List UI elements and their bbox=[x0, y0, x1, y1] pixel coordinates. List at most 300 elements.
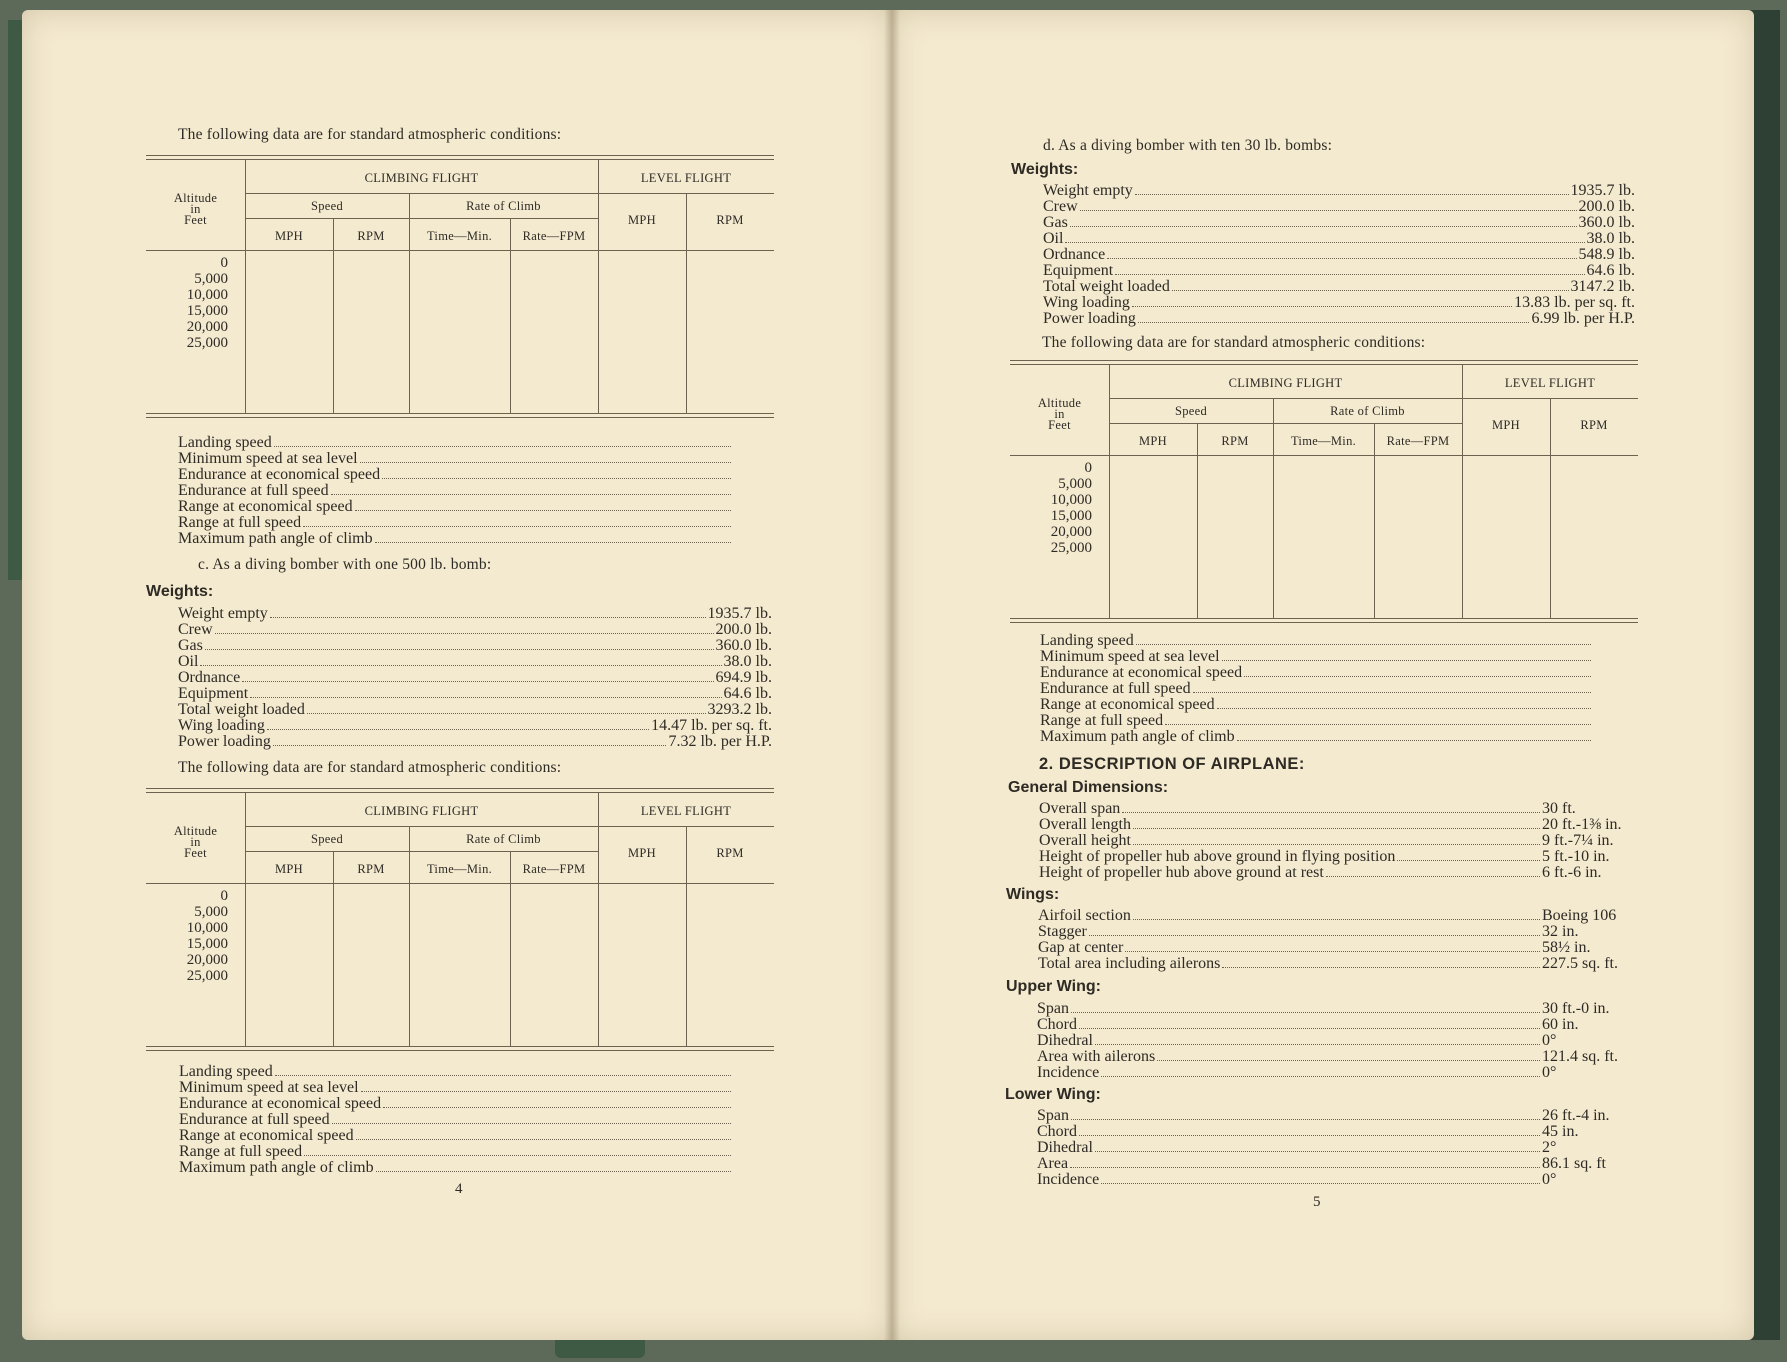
time-min-header: Time—Min. bbox=[426, 862, 493, 876]
dot-leader bbox=[1070, 215, 1577, 227]
list-item bbox=[178, 718, 772, 734]
item-label: Range at full speed bbox=[179, 1143, 303, 1160]
list-item bbox=[1040, 649, 1593, 665]
item-value: Boeing 106 bbox=[1542, 907, 1617, 924]
item-label: Crew bbox=[178, 621, 213, 638]
dot-leader bbox=[1222, 649, 1591, 661]
rpm-header: RPM bbox=[1221, 434, 1249, 448]
table-column-rule bbox=[245, 792, 246, 1046]
list-item bbox=[1043, 183, 1635, 199]
item-label: Minimum speed at sea level bbox=[1040, 648, 1220, 665]
dot-leader bbox=[307, 702, 706, 714]
item-label: Endurance at economical speed bbox=[179, 1095, 382, 1112]
list-item bbox=[1037, 1108, 1632, 1124]
item-label: Range at economical speed bbox=[179, 1127, 354, 1144]
list-item bbox=[1040, 633, 1593, 649]
dot-leader bbox=[242, 670, 713, 682]
wings-heading: Wings: bbox=[1006, 886, 1060, 903]
list-item bbox=[179, 1144, 733, 1160]
table-rule bbox=[146, 792, 774, 793]
item-label: Overall span bbox=[1039, 800, 1121, 817]
list-item bbox=[1043, 199, 1635, 215]
item-value: 1935.7 lb. bbox=[1570, 182, 1635, 199]
list-item bbox=[179, 1160, 733, 1176]
item-value: 9 ft.-7¼ in. bbox=[1542, 832, 1614, 849]
list-item bbox=[1040, 697, 1593, 713]
item-label: Weight empty bbox=[1043, 182, 1133, 199]
rate-fpm-header: Rate—FPM bbox=[1386, 434, 1450, 448]
time-min-header: Time—Min. bbox=[426, 229, 493, 243]
dot-leader bbox=[1095, 1033, 1540, 1045]
table-rule bbox=[1010, 360, 1638, 361]
level-flight-header: LEVEL FLIGHT bbox=[640, 171, 732, 185]
dot-leader bbox=[383, 1096, 731, 1108]
table-column-rule bbox=[1109, 364, 1110, 618]
list-item bbox=[178, 531, 733, 547]
dot-leader bbox=[1079, 1017, 1540, 1029]
standard-conditions-caption-1: The following data are for standard atmospheric conditions: bbox=[178, 126, 562, 143]
level-mph-header: MPH bbox=[628, 213, 656, 227]
level-mph-header: MPH bbox=[1492, 418, 1520, 432]
item-label: Maximum path angle of climb bbox=[178, 530, 373, 547]
mph-header: MPH bbox=[275, 229, 303, 243]
weights-heading-c: Weights: bbox=[146, 583, 214, 600]
item-value: 45 in. bbox=[1542, 1123, 1579, 1140]
altitude-header-line: Feet bbox=[184, 846, 207, 860]
item-label: Height of propeller hub above ground in flying position bbox=[1039, 848, 1396, 865]
item-value: 64.6 lb. bbox=[1586, 262, 1635, 279]
list-item bbox=[1043, 247, 1635, 263]
list-item bbox=[178, 638, 772, 654]
altitude-value: 15,000 bbox=[186, 936, 228, 952]
altitude-value: 5,000 bbox=[194, 904, 228, 920]
list-item bbox=[1037, 1017, 1632, 1033]
item-label: Endurance at economical speed bbox=[178, 466, 381, 483]
dot-leader bbox=[1133, 833, 1540, 845]
item-label: Wing loading bbox=[178, 717, 265, 734]
speed-rule bbox=[245, 851, 409, 852]
item-value: 200.0 lb. bbox=[1578, 198, 1635, 215]
standard-conditions-caption-2: The following data are for standard atmospheric conditions: bbox=[178, 759, 562, 776]
climbing-flight-header: CLIMBING FLIGHT bbox=[364, 171, 479, 185]
dot-leader bbox=[1125, 940, 1540, 952]
dot-leader bbox=[1079, 1124, 1540, 1136]
list-item bbox=[179, 1128, 733, 1144]
dot-leader bbox=[355, 499, 731, 511]
altitude-header-line: Feet bbox=[184, 213, 207, 227]
dot-leader bbox=[1244, 665, 1591, 677]
list-item bbox=[178, 670, 772, 686]
dot-leader bbox=[273, 734, 667, 746]
item-value: 64.6 lb. bbox=[723, 685, 772, 702]
page-number-right: 5 bbox=[1313, 1194, 1321, 1210]
altitude-value: 10,000 bbox=[186, 287, 228, 303]
altitude-value: 5,000 bbox=[194, 271, 228, 287]
dot-leader bbox=[1172, 279, 1569, 291]
item-value: 86.1 sq. ft bbox=[1542, 1155, 1606, 1172]
climbing-flight-header: CLIMBING FLIGHT bbox=[1228, 376, 1343, 390]
item-value: 13.83 lb. per sq. ft. bbox=[1514, 294, 1635, 311]
table-column-rule bbox=[1197, 423, 1198, 618]
dot-leader bbox=[1165, 713, 1591, 725]
item-value: 38.0 lb. bbox=[1586, 230, 1635, 247]
dot-leader bbox=[1122, 801, 1540, 813]
item-label: Span bbox=[1037, 1107, 1069, 1124]
item-label: Total weight loaded bbox=[1043, 278, 1170, 295]
item-label: Total weight loaded bbox=[178, 701, 305, 718]
list-item bbox=[1038, 956, 1632, 972]
altitude-value: 25,000 bbox=[186, 335, 228, 351]
dot-leader bbox=[1237, 729, 1591, 741]
performance-table-3 bbox=[1010, 360, 1638, 622]
item-label: Landing speed bbox=[178, 434, 272, 451]
level-flight-header: LEVEL FLIGHT bbox=[1504, 376, 1596, 390]
item-label: Range at economical speed bbox=[178, 498, 353, 515]
lower-wing-heading: Lower Wing: bbox=[1005, 1086, 1101, 1103]
altitude-header-line: Feet bbox=[1048, 418, 1071, 432]
dot-leader bbox=[1071, 1001, 1540, 1013]
dot-leader bbox=[1071, 1108, 1540, 1120]
dot-leader bbox=[376, 1160, 731, 1172]
item-label: Chord bbox=[1037, 1123, 1077, 1140]
item-value: 20 ft.-1⅜ in. bbox=[1542, 816, 1622, 833]
standard-conditions-caption-3: The following data are for standard atmospheric conditions: bbox=[1042, 334, 1426, 351]
item-label: Gas bbox=[178, 637, 203, 654]
list-item bbox=[178, 622, 772, 638]
list-item bbox=[1037, 1156, 1632, 1172]
item-label: Incidence bbox=[1037, 1171, 1100, 1188]
item-value: 7.32 lb. per H.P. bbox=[668, 733, 772, 750]
dot-leader bbox=[1089, 924, 1540, 936]
dot-leader bbox=[1133, 817, 1540, 829]
dot-leader bbox=[275, 1064, 731, 1076]
level-mph-header: MPH bbox=[628, 846, 656, 860]
speed-header: Speed bbox=[1174, 404, 1208, 418]
list-item bbox=[179, 1112, 733, 1128]
item-label: Endurance at full speed bbox=[178, 482, 329, 499]
item-value: 6.99 lb. per H.P. bbox=[1531, 310, 1635, 327]
table-rule bbox=[146, 413, 774, 414]
item-value: 14.47 lb. per sq. ft. bbox=[651, 717, 772, 734]
item-label: Power loading bbox=[178, 733, 271, 750]
altitude-header-line: Altitude bbox=[1037, 396, 1082, 410]
level-rpm-header: RPM bbox=[716, 846, 744, 860]
item-label: Total area including ailerons bbox=[1038, 955, 1221, 972]
table-column-rule bbox=[409, 826, 410, 1046]
dot-leader bbox=[1326, 865, 1540, 877]
dot-leader bbox=[1135, 183, 1569, 195]
item-label: Overall height bbox=[1039, 832, 1131, 849]
item-label: Range at economical speed bbox=[1040, 696, 1215, 713]
altitude-value: 25,000 bbox=[1050, 540, 1092, 556]
dot-leader bbox=[270, 606, 706, 618]
table-column-rule bbox=[245, 159, 246, 413]
list-item bbox=[1037, 1140, 1632, 1156]
list-item bbox=[178, 467, 733, 483]
item-value: 32 in. bbox=[1542, 923, 1579, 940]
altitude-value: 10,000 bbox=[1050, 492, 1092, 508]
list-item bbox=[1038, 940, 1632, 956]
dot-leader bbox=[331, 483, 731, 495]
altitude-header-line: Altitude bbox=[173, 824, 218, 838]
section-d-title: d. As a diving bomber with ten 30 lb. bombs: bbox=[1043, 137, 1333, 154]
climb-rate-rule bbox=[409, 218, 598, 219]
list-item bbox=[1038, 924, 1632, 940]
speed-header: Speed bbox=[310, 199, 344, 213]
item-label: Stagger bbox=[1038, 923, 1087, 940]
list-item bbox=[178, 734, 772, 750]
rate-of-climb-header: Rate of Climb bbox=[466, 832, 541, 846]
performance-table-2 bbox=[146, 788, 774, 1050]
dot-leader bbox=[1132, 295, 1512, 307]
table-column-rule bbox=[510, 851, 511, 1046]
dot-leader bbox=[1065, 231, 1584, 243]
dot-leader bbox=[356, 1128, 731, 1140]
list-item bbox=[1039, 801, 1632, 817]
item-label: Height of propeller hub above ground at rest bbox=[1039, 864, 1324, 881]
item-label: Endurance at economical speed bbox=[1040, 664, 1243, 681]
dot-leader bbox=[1101, 1172, 1540, 1184]
list-item bbox=[1043, 295, 1635, 311]
table-rule bbox=[146, 1050, 774, 1051]
climbing-rule bbox=[245, 193, 598, 194]
rate-fpm-header: Rate—FPM bbox=[522, 862, 586, 876]
page-number-left: 4 bbox=[455, 1181, 463, 1197]
list-item bbox=[1043, 215, 1635, 231]
table-rule bbox=[1010, 618, 1638, 619]
list-item bbox=[1043, 279, 1635, 295]
speed-rule bbox=[1109, 423, 1273, 424]
dot-leader bbox=[1107, 247, 1576, 259]
item-label: Wing loading bbox=[1043, 294, 1130, 311]
table-rule bbox=[146, 788, 774, 789]
dot-leader bbox=[1095, 1140, 1540, 1152]
item-value: 30 ft.-0 in. bbox=[1542, 1000, 1610, 1017]
dot-leader bbox=[1217, 697, 1591, 709]
list-item bbox=[1038, 908, 1632, 924]
item-label: Gas bbox=[1043, 214, 1068, 231]
altitude-value: 20,000 bbox=[186, 319, 228, 335]
table-column-rule bbox=[409, 193, 410, 413]
dot-leader bbox=[1138, 311, 1530, 323]
item-label: Equipment bbox=[1043, 262, 1114, 279]
list-item bbox=[179, 1064, 733, 1080]
dot-leader bbox=[1193, 681, 1591, 693]
altitude-value: 0 bbox=[1084, 460, 1092, 476]
list-item bbox=[178, 702, 772, 718]
table-column-rule bbox=[333, 218, 334, 413]
table-rule bbox=[146, 155, 774, 156]
level-rpm-header: RPM bbox=[716, 213, 744, 227]
dot-leader bbox=[1115, 263, 1584, 275]
header-rule bbox=[146, 883, 774, 884]
level-flight-header: LEVEL FLIGHT bbox=[640, 804, 732, 818]
list-item bbox=[178, 686, 772, 702]
item-value: 6 ft.-6 in. bbox=[1542, 864, 1602, 881]
item-label: Maximum path angle of climb bbox=[1040, 728, 1235, 745]
item-value: 360.0 lb. bbox=[715, 637, 772, 654]
item-label: Minimum speed at sea level bbox=[178, 450, 358, 467]
altitude-header-line: in bbox=[190, 202, 201, 216]
climbing-flight-header: CLIMBING FLIGHT bbox=[364, 804, 479, 818]
dot-leader bbox=[200, 654, 721, 666]
item-value: 2° bbox=[1542, 1139, 1557, 1156]
item-value: 5 ft.-10 in. bbox=[1542, 848, 1610, 865]
mph-header: MPH bbox=[275, 862, 303, 876]
list-item bbox=[178, 483, 733, 499]
altitude-value: 20,000 bbox=[1050, 524, 1092, 540]
list-item bbox=[1037, 1049, 1632, 1065]
item-value: 694.9 lb. bbox=[715, 669, 772, 686]
item-value: 200.0 lb. bbox=[715, 621, 772, 638]
list-item bbox=[1037, 1172, 1632, 1188]
list-item bbox=[179, 1080, 733, 1096]
altitude-value: 5,000 bbox=[1058, 476, 1092, 492]
list-item bbox=[178, 499, 733, 515]
climbing-rule bbox=[1109, 398, 1462, 399]
item-label: Chord bbox=[1037, 1016, 1077, 1033]
list-item bbox=[1040, 713, 1593, 729]
level-rpm-header: RPM bbox=[1580, 418, 1608, 432]
item-label: Endurance at full speed bbox=[1040, 680, 1191, 697]
item-label: Dihedral bbox=[1037, 1032, 1093, 1049]
item-label: Minimum speed at sea level bbox=[179, 1079, 359, 1096]
dot-leader bbox=[1101, 1065, 1540, 1077]
table-rule bbox=[1010, 364, 1638, 365]
dot-leader bbox=[375, 531, 731, 543]
list-item bbox=[1037, 1001, 1632, 1017]
list-item bbox=[178, 515, 733, 531]
item-label: Dihedral bbox=[1037, 1139, 1093, 1156]
table-rule bbox=[146, 1046, 774, 1047]
upper-wing-heading: Upper Wing: bbox=[1006, 978, 1101, 995]
item-value: 1935.7 lb. bbox=[707, 605, 772, 622]
weights-heading-d: Weights: bbox=[1011, 161, 1079, 178]
item-label: Weight empty bbox=[178, 605, 268, 622]
table-rule bbox=[1010, 622, 1638, 623]
item-label: Endurance at full speed bbox=[179, 1111, 330, 1128]
altitude-header-line: in bbox=[190, 835, 201, 849]
item-label: Landing speed bbox=[1040, 632, 1134, 649]
item-label: Incidence bbox=[1037, 1064, 1100, 1081]
list-item bbox=[1040, 665, 1593, 681]
list-item bbox=[1039, 849, 1632, 865]
altitude-value: 15,000 bbox=[186, 303, 228, 319]
table-column-rule bbox=[598, 792, 599, 1046]
item-value: 0° bbox=[1542, 1064, 1557, 1081]
item-value: 30 ft. bbox=[1542, 800, 1576, 817]
dot-leader bbox=[1133, 908, 1540, 920]
item-value: 58½ in. bbox=[1542, 939, 1591, 956]
dot-leader bbox=[360, 451, 731, 463]
dot-leader bbox=[1080, 199, 1577, 211]
item-label: Area with ailerons bbox=[1037, 1048, 1156, 1065]
dot-leader bbox=[1157, 1049, 1540, 1061]
list-item bbox=[1037, 1033, 1632, 1049]
rate-of-climb-header: Rate of Climb bbox=[466, 199, 541, 213]
list-item bbox=[178, 451, 733, 467]
header-rule bbox=[1010, 455, 1638, 456]
list-item bbox=[1040, 729, 1593, 745]
list-item bbox=[1039, 817, 1632, 833]
item-value: 26 ft.-4 in. bbox=[1542, 1107, 1610, 1124]
dot-leader bbox=[304, 1144, 731, 1156]
item-label: Area bbox=[1037, 1155, 1069, 1172]
altitude-value: 15,000 bbox=[1050, 508, 1092, 524]
dot-leader bbox=[274, 435, 731, 447]
list-item bbox=[179, 1096, 733, 1112]
item-label: Airfoil section bbox=[1038, 907, 1131, 924]
table-column-rule bbox=[598, 159, 599, 413]
climbing-rule bbox=[245, 826, 598, 827]
header-rule bbox=[146, 250, 774, 251]
speed-rule bbox=[245, 218, 409, 219]
rate-fpm-header: Rate—FPM bbox=[522, 229, 586, 243]
item-value: 548.9 lb. bbox=[1578, 246, 1635, 263]
list-item bbox=[178, 606, 772, 622]
list-item bbox=[1043, 231, 1635, 247]
table-rule bbox=[146, 159, 774, 160]
item-value: 227.5 sq. ft. bbox=[1542, 955, 1618, 972]
altitude-value: 0 bbox=[220, 888, 228, 904]
dot-leader bbox=[205, 638, 714, 650]
item-label: Range at full speed bbox=[178, 514, 302, 531]
item-label: Power loading bbox=[1043, 310, 1136, 327]
performance-table-1 bbox=[146, 155, 774, 417]
table-column-rule bbox=[510, 218, 511, 413]
altitude-value: 10,000 bbox=[186, 920, 228, 936]
speed-header: Speed bbox=[310, 832, 344, 846]
list-item bbox=[1037, 1124, 1632, 1140]
climb-rate-rule bbox=[1273, 423, 1462, 424]
altitude-value: 0 bbox=[220, 255, 228, 271]
item-value: 0° bbox=[1542, 1032, 1557, 1049]
altitude-header-line: in bbox=[1054, 407, 1065, 421]
list-item bbox=[1040, 681, 1593, 697]
list-item bbox=[1037, 1065, 1632, 1081]
table-column-rule bbox=[1462, 364, 1463, 618]
dot-leader bbox=[361, 1080, 731, 1092]
item-value: 60 in. bbox=[1542, 1016, 1579, 1033]
item-label: Landing speed bbox=[179, 1063, 273, 1080]
rpm-header: RPM bbox=[357, 862, 385, 876]
dot-leader bbox=[303, 515, 731, 527]
book-gutter bbox=[884, 10, 900, 1340]
item-value: 0° bbox=[1542, 1171, 1557, 1188]
list-item bbox=[178, 435, 733, 451]
dot-leader bbox=[215, 622, 714, 634]
general-dimensions-heading: General Dimensions: bbox=[1008, 779, 1169, 796]
item-label: Oil bbox=[178, 653, 199, 670]
dot-leader bbox=[1222, 956, 1540, 968]
dot-leader bbox=[1397, 849, 1540, 861]
item-value: 3293.2 lb. bbox=[707, 701, 772, 718]
item-label: Overall length bbox=[1039, 816, 1131, 833]
item-label: Oil bbox=[1043, 230, 1064, 247]
dot-leader bbox=[382, 467, 731, 479]
item-label: Ordnance bbox=[1043, 246, 1106, 263]
item-label: Maximum path angle of climb bbox=[179, 1159, 374, 1176]
table-column-rule bbox=[1273, 398, 1274, 618]
rpm-header: RPM bbox=[357, 229, 385, 243]
item-label: Equipment bbox=[178, 685, 249, 702]
list-item bbox=[1043, 263, 1635, 279]
description-title: 2. DESCRIPTION OF AIRPLANE: bbox=[1039, 755, 1305, 773]
list-item bbox=[1039, 833, 1632, 849]
altitude-header-line: Altitude bbox=[173, 191, 218, 205]
table-column-rule bbox=[1374, 423, 1375, 618]
item-label: Span bbox=[1037, 1000, 1069, 1017]
